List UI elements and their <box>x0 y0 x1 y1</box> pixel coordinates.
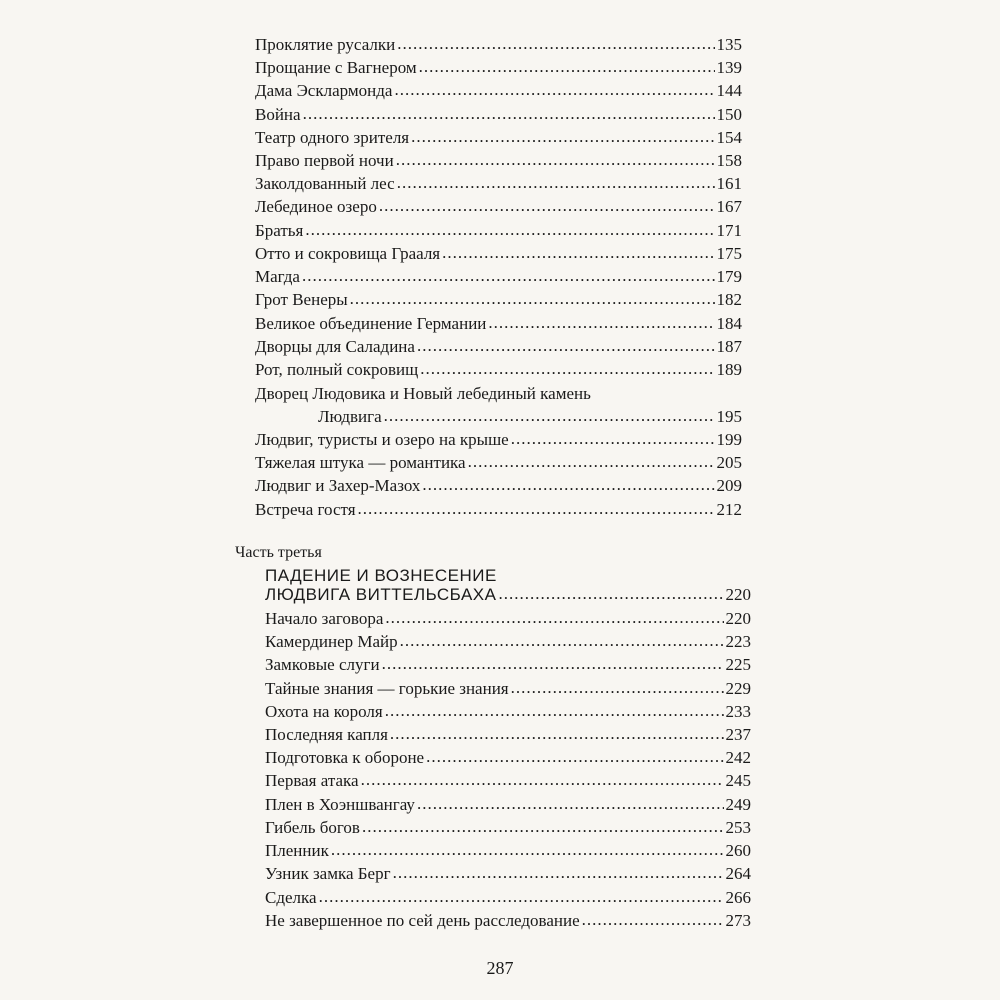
toc-entry <box>255 128 742 148</box>
part-three-heading-line2: ЛЮДВИГА ВИТТЕЛЬСБАХА <box>265 585 497 604</box>
dot-leader <box>468 452 715 472</box>
dot-leader <box>419 57 715 77</box>
toc-entry-title: Замковые слуги <box>265 655 380 674</box>
dot-leader <box>498 584 723 604</box>
toc-entry-title: Право первой ночи <box>255 151 394 170</box>
toc-entry <box>265 771 751 791</box>
toc-entry-title: Сделка <box>265 888 317 907</box>
page-number: 260 <box>725 841 751 860</box>
toc-entry <box>255 337 742 357</box>
toc-entry-title: Узник замка Берг <box>265 864 391 883</box>
toc-entry-title: Не завершенное по сей день расследование <box>265 911 580 930</box>
dot-leader <box>385 701 724 721</box>
part-three-label: Часть третья <box>235 544 322 561</box>
dot-leader <box>302 266 715 286</box>
toc-entry <box>255 290 742 310</box>
page-number: 223 <box>725 632 751 651</box>
toc-entry <box>255 151 742 171</box>
page-number: 195 <box>716 407 742 426</box>
dot-leader <box>393 863 724 883</box>
page-number: 273 <box>725 911 751 930</box>
toc-entry-title-cont: Людвига <box>318 407 382 426</box>
page-number: 264 <box>725 864 751 883</box>
page-number: 209 <box>716 476 742 495</box>
dot-leader <box>420 359 714 379</box>
dot-leader <box>303 104 715 124</box>
dot-leader <box>358 499 715 519</box>
toc-entry <box>265 725 751 745</box>
page-number: 139 <box>716 58 742 77</box>
toc-entry <box>265 655 751 675</box>
dot-leader <box>362 817 724 837</box>
dot-leader <box>397 173 715 193</box>
dot-leader <box>382 654 724 674</box>
toc-entry <box>265 702 751 722</box>
toc-entry <box>255 174 742 194</box>
toc-entry <box>255 453 742 473</box>
toc-entry-title: Пленник <box>265 841 329 860</box>
page-folio: 287 <box>486 958 514 978</box>
toc-entry <box>265 795 751 815</box>
dot-leader <box>411 127 714 147</box>
toc-entry-title: Людвиг и Захер-Мазох <box>255 476 421 495</box>
toc-entry <box>265 911 751 931</box>
dot-leader <box>390 724 724 744</box>
toc-entry <box>318 407 742 427</box>
dot-leader <box>400 631 724 651</box>
page-number: 229 <box>725 679 751 698</box>
toc-entry <box>255 267 742 287</box>
toc-entry <box>255 476 742 496</box>
toc-entry-title: Тайные знания — горькие знания <box>265 679 509 698</box>
dot-leader <box>397 34 714 54</box>
dot-leader <box>350 289 715 309</box>
page-number: 189 <box>716 360 742 379</box>
toc-entry-title: Последняя капля <box>265 725 388 744</box>
page-number: 144 <box>716 81 742 100</box>
dot-leader <box>488 313 714 333</box>
toc-entry <box>265 679 751 699</box>
toc-entry-title: Тяжелая штука — романтика <box>255 453 466 472</box>
toc-entry <box>265 888 751 908</box>
toc-entry-title: Встреча гостя <box>255 500 356 519</box>
dot-leader <box>511 429 715 449</box>
toc-entry-title: Грот Венеры <box>255 290 348 309</box>
dot-leader <box>361 770 724 790</box>
page-number: 220 <box>725 609 751 628</box>
toc-entry <box>255 244 742 264</box>
page-number: 182 <box>716 290 742 309</box>
page-number: 179 <box>716 267 742 286</box>
toc-entry-title: Лебединое озеро <box>255 197 377 216</box>
toc-entry-title: Первая атака <box>265 771 359 790</box>
dot-leader <box>394 80 714 100</box>
toc-entry <box>265 748 751 768</box>
dot-leader <box>422 475 714 495</box>
dot-leader <box>385 608 723 628</box>
part-three-heading-line1: ПАДЕНИЕ И ВОЗНЕСЕНИЕ <box>265 566 497 585</box>
page-number: 253 <box>725 818 751 837</box>
toc-entry-title: Братья <box>255 221 304 240</box>
toc-entry <box>255 35 742 55</box>
toc-entry <box>265 841 751 861</box>
dot-leader <box>396 150 715 170</box>
toc-entry <box>265 609 751 629</box>
toc-entry-title: Людвиг, туристы и озеро на крыше <box>255 430 509 449</box>
page-number: 242 <box>725 748 751 767</box>
toc-entry <box>255 81 742 101</box>
toc-entry <box>265 864 751 884</box>
dot-leader <box>331 840 724 860</box>
page-number: 135 <box>716 35 742 54</box>
toc-entry-title: Гибель богов <box>265 818 360 837</box>
page-number: 171 <box>716 221 742 240</box>
toc-entry-title: Магда <box>255 267 300 286</box>
toc-entry-title: Дворец Людовика и Новый лебединый камень <box>255 384 591 403</box>
page-number: 205 <box>716 453 742 472</box>
page-number: 158 <box>716 151 742 170</box>
dot-leader <box>417 336 715 356</box>
dot-leader <box>426 747 723 767</box>
page-number: 225 <box>725 655 751 674</box>
dot-leader <box>319 887 724 907</box>
page-number: 167 <box>716 197 742 216</box>
toc-entry-title: Великое объединение Германии <box>255 314 487 333</box>
dot-leader <box>417 794 724 814</box>
toc-entry <box>255 314 742 334</box>
page-number: 220 <box>725 585 751 604</box>
toc-entry-title: Начало заговора <box>265 609 384 628</box>
part-three-heading-entry <box>265 585 751 605</box>
dot-leader <box>511 678 724 698</box>
toc-entry-title: Заколдованный лес <box>255 174 395 193</box>
toc-entry <box>255 197 742 217</box>
toc-entry-title: Война <box>255 105 301 124</box>
page-number: 154 <box>716 128 742 147</box>
toc-entry <box>255 500 742 520</box>
page-number: 150 <box>716 105 742 124</box>
page-number: 245 <box>725 771 751 790</box>
page-number: 233 <box>725 702 751 721</box>
toc-entry <box>255 221 742 241</box>
toc-entry-title: Проклятие русалки <box>255 35 396 54</box>
page-number: 237 <box>725 725 751 744</box>
dot-leader <box>379 196 715 216</box>
toc-entry-title: Дворцы для Саладина <box>255 337 415 356</box>
page-number: 175 <box>716 244 742 263</box>
dot-leader <box>384 406 715 426</box>
page-number: 249 <box>725 795 751 814</box>
toc-entry <box>255 430 742 450</box>
toc-entry <box>265 632 751 652</box>
toc-entry-title: Дама Эсклармонда <box>255 81 393 100</box>
page-number: 187 <box>716 337 742 356</box>
toc-entry-title: Прощание с Вагнером <box>255 58 417 77</box>
page-number: 184 <box>716 314 742 333</box>
page-number: 266 <box>725 888 751 907</box>
dot-leader <box>442 243 714 263</box>
page-number: 161 <box>716 174 742 193</box>
page-number: 212 <box>716 500 742 519</box>
page-number: 199 <box>716 430 742 449</box>
toc-entry <box>255 58 742 78</box>
toc-entry <box>265 818 751 838</box>
toc-entry <box>255 105 742 125</box>
toc-entry-title: Охота на короля <box>265 702 383 721</box>
toc-entry-title: Отто и сокровища Грааля <box>255 244 441 263</box>
dot-leader <box>305 220 714 240</box>
toc-entry-title: Подготовка к обороне <box>265 748 425 767</box>
toc-entry <box>255 360 742 380</box>
toc-entry-title: Плен в Хоэншвангау <box>265 795 415 814</box>
toc-entry-title: Театр одного зрителя <box>255 128 410 147</box>
toc-entry-title: Камердинер Майр <box>265 632 398 651</box>
toc-entry-title: Рот, полный сокровищ <box>255 360 419 379</box>
dot-leader <box>582 910 724 930</box>
